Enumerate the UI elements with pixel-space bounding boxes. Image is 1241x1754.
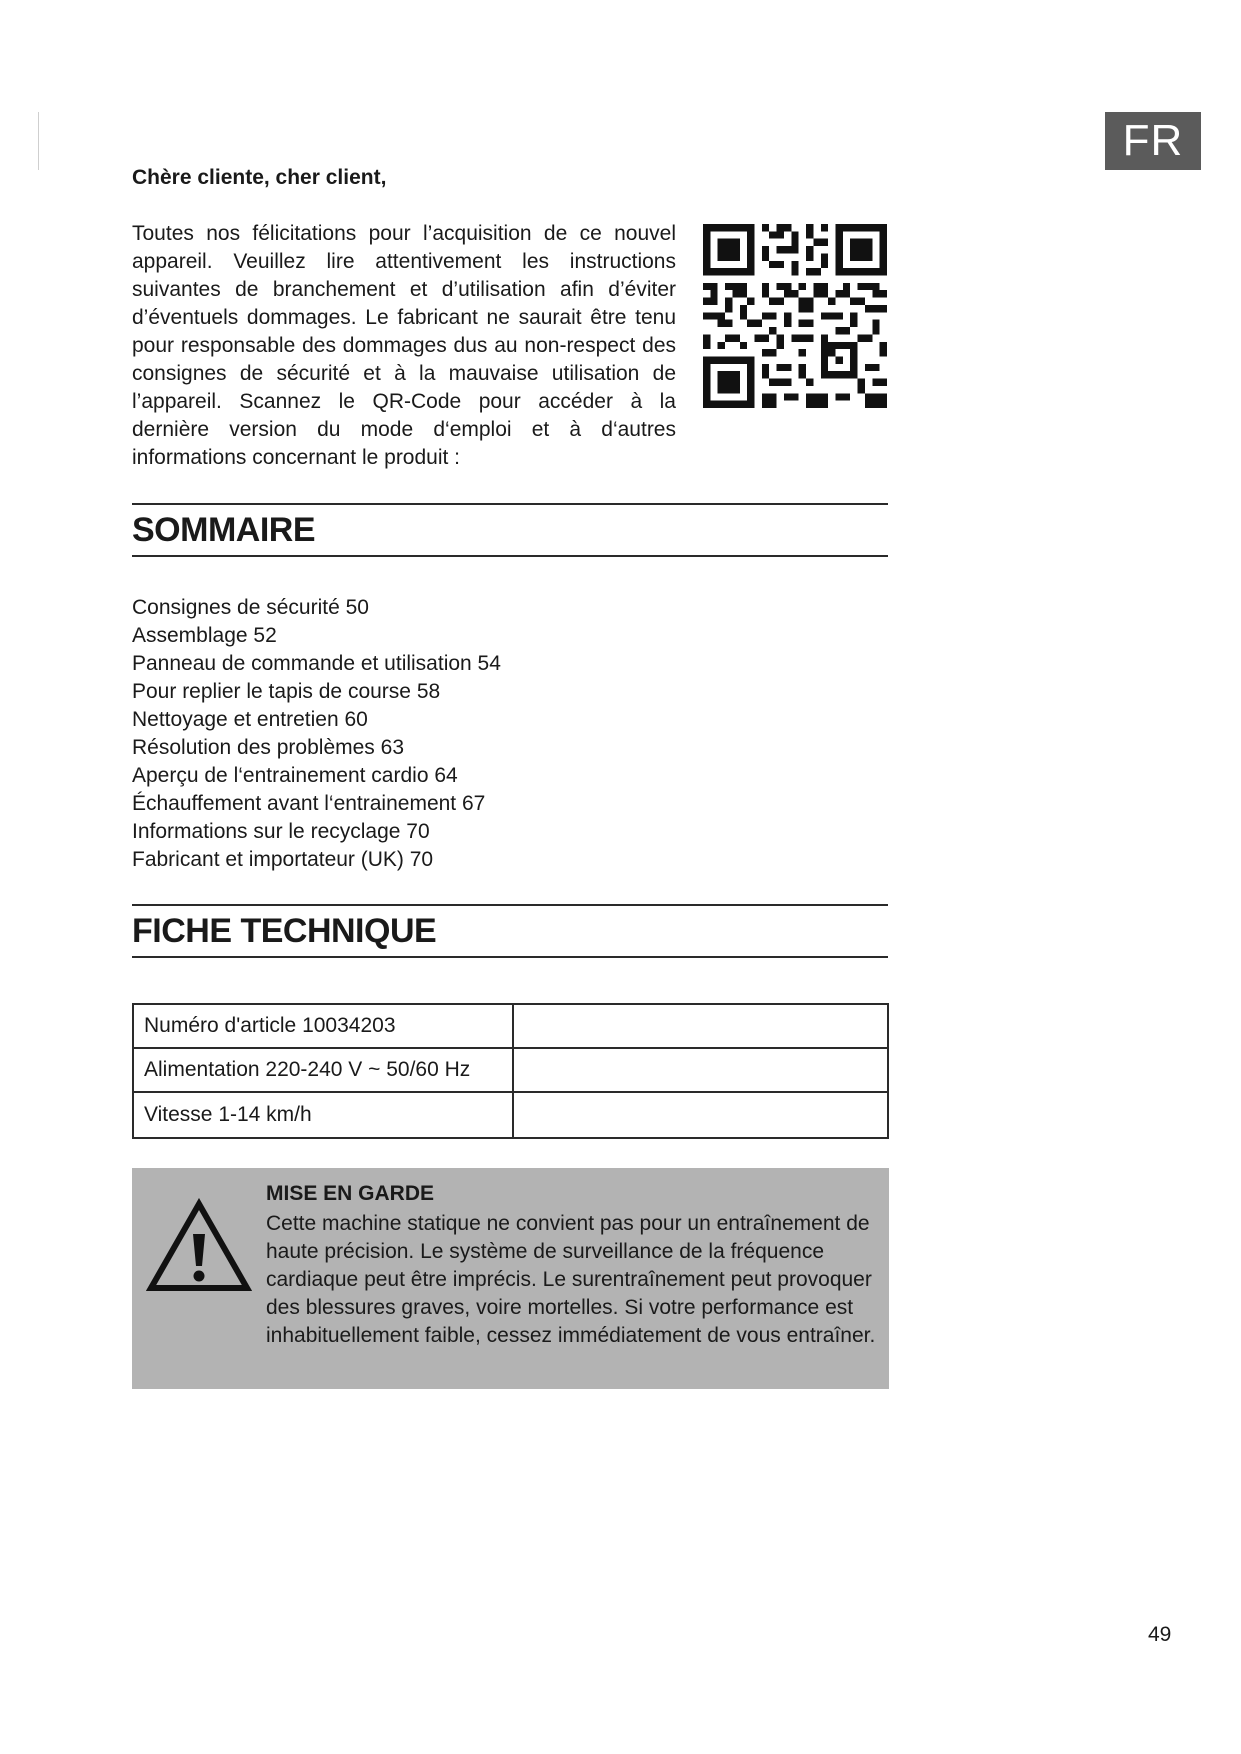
table-row xyxy=(133,1092,888,1138)
qr-code xyxy=(703,224,887,408)
summary-rule-bottom xyxy=(132,555,888,557)
specs-rule-top xyxy=(132,904,888,906)
specs-table xyxy=(132,1003,889,1139)
table-row xyxy=(133,1004,888,1048)
warning-text: Cette machine statique ne convient pas pour un entraînement de haute précision. Le système de surveillance de la fréquence cardiaque peut être imprécis. Le surentraînement peut provoquer des blessures graves, voire mortelles. Si votre performance est inhabituellement faible, cessez immédiatement de vous entraîner. xyxy=(266,1212,876,1347)
summary-rule-top xyxy=(132,503,888,505)
specs-rule-bottom xyxy=(132,956,888,958)
summary-item: Fabricant et importateur (UK) 70 xyxy=(132,848,434,871)
summary-item: Panneau de commande et utilisation 54 xyxy=(132,652,501,675)
page-number: 49 xyxy=(1148,1623,1172,1646)
summary-item: Nettoyage et entretien 60 xyxy=(132,708,368,731)
warning-box xyxy=(132,1168,889,1389)
warning-title: MISE EN GARDE xyxy=(266,1182,435,1205)
spec-value xyxy=(513,1004,888,1048)
warning-triangle-icon xyxy=(146,1198,252,1294)
spec-value xyxy=(513,1092,888,1138)
language-badge: FR xyxy=(1105,112,1201,170)
spec-label: Vitesse 1-14 km/h xyxy=(133,1092,513,1138)
summary-item: Pour replier le tapis de course 58 xyxy=(132,680,441,703)
summary-item: Consignes de sécurité 50 xyxy=(132,596,369,619)
summary-title: SOMMAIRE xyxy=(132,511,315,549)
spec-value xyxy=(513,1048,888,1092)
summary-list xyxy=(132,594,501,874)
greeting: Chère cliente, cher client, xyxy=(132,166,387,189)
table-row xyxy=(133,1048,888,1092)
summary-item: Aperçu de l‘entrainement cardio 64 xyxy=(132,764,458,787)
margin-line xyxy=(38,112,39,170)
summary-item: Assemblage 52 xyxy=(132,624,277,647)
spec-label: Alimentation 220-240 V ~ 50/60 Hz xyxy=(133,1048,513,1092)
summary-item: Échauffement avant l‘entrainement 67 xyxy=(132,792,486,815)
spec-label: Numéro d'article 10034203 xyxy=(133,1004,513,1048)
summary-item: Résolution des problèmes 63 xyxy=(132,736,404,759)
summary-item: Informations sur le recyclage 70 xyxy=(132,820,430,843)
intro-paragraph: Toutes nos félicitations pour l’acquisition de ce nouvel appareil. Veuillez lire attentivement les instructions suivantes de branchement et d’utilisation afin d’éviter d’éventuels dommages. Le fabricant ne saurait être tenu pour responsable des dommages dus au non-respect des consignes de sécurité et à la mauvaise utilisation de l’appareil. Scannez le QR-Code pour accéder à la dernière version du mode d‘emploi et à d‘autres informations concernant le produit : xyxy=(132,222,676,469)
specs-title: FICHE TECHNIQUE xyxy=(132,912,437,950)
